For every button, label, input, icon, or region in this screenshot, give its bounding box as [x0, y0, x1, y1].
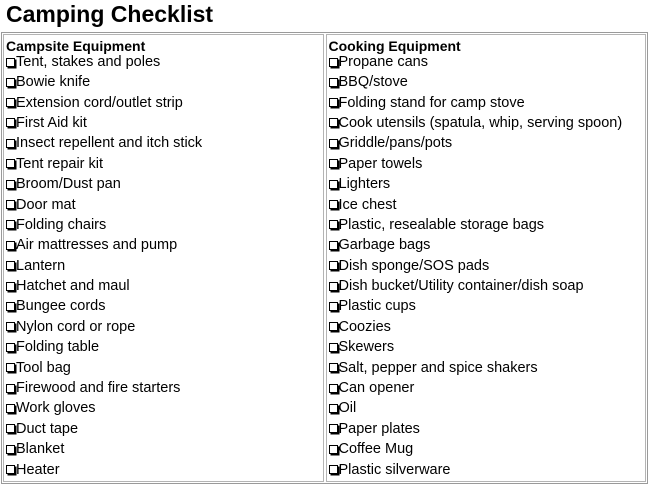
list-item [329, 439, 646, 459]
checkbox-icon[interactable] [329, 261, 338, 270]
item-label: Tent repair kit [16, 155, 104, 172]
checkbox-icon[interactable] [6, 78, 15, 87]
checkbox-icon[interactable] [329, 118, 338, 127]
checkbox-icon[interactable] [329, 58, 338, 67]
list-item [6, 459, 323, 479]
checkbox-icon[interactable] [6, 220, 15, 229]
checkbox-icon[interactable] [329, 282, 338, 291]
checkbox-icon[interactable] [6, 98, 15, 107]
checkbox-icon[interactable] [329, 139, 338, 148]
checkbox-icon[interactable] [329, 98, 338, 107]
item-label: Door mat [16, 196, 76, 213]
checkbox-icon[interactable] [329, 363, 338, 372]
item-label: Tool bag [16, 359, 71, 376]
list-item [6, 215, 323, 235]
item-label: BBQ/stove [338, 74, 408, 91]
item-label: Work gloves [16, 400, 96, 417]
item-label: Nylon cord or rope [16, 318, 136, 335]
list-item [329, 54, 646, 72]
list-item [329, 459, 646, 479]
list-item [6, 133, 323, 153]
checkbox-icon[interactable] [329, 200, 338, 209]
list-item [329, 317, 646, 337]
item-label: Can opener [338, 380, 415, 397]
list-item [6, 174, 323, 194]
column-heading: Campsite Equipment [6, 38, 146, 54]
item-label: Bungee cords [16, 298, 106, 315]
checkbox-icon[interactable] [329, 322, 338, 331]
list-item [329, 276, 646, 296]
item-label: Duct tape [16, 420, 79, 437]
checkbox-icon[interactable] [6, 241, 15, 250]
item-label: Extension cord/outlet strip [16, 94, 183, 111]
checkbox-icon[interactable] [6, 465, 15, 474]
checkbox-icon[interactable] [6, 322, 15, 331]
list-item [6, 337, 323, 357]
list-item [6, 154, 323, 174]
list-item [329, 133, 646, 153]
item-label: Coffee Mug [338, 441, 414, 458]
list-item [6, 113, 323, 133]
list-item [6, 276, 323, 296]
item-label: Blanket [16, 441, 65, 458]
checkbox-icon[interactable] [329, 445, 338, 454]
checkbox-icon[interactable] [329, 159, 338, 168]
list-item [6, 398, 323, 418]
item-label: Hatchet and maul [16, 278, 130, 295]
campsite-equipment-column [3, 34, 324, 482]
list-item [6, 296, 323, 316]
cooking-equipment-column [326, 34, 647, 482]
checkbox-icon[interactable] [6, 118, 15, 127]
checkbox-icon[interactable] [6, 159, 15, 168]
checkbox-icon[interactable] [6, 180, 15, 189]
item-label: Dish bucket/Utility container/dish soap [338, 278, 584, 295]
item-label: Folding table [16, 339, 100, 356]
checkbox-icon[interactable] [6, 261, 15, 270]
list-item [6, 194, 323, 214]
item-label: Lantern [16, 257, 66, 274]
checkbox-icon[interactable] [329, 241, 338, 250]
list-item [6, 72, 323, 92]
list-item [329, 113, 646, 133]
item-label: First Aid kit [16, 114, 87, 131]
checkbox-icon[interactable] [329, 78, 338, 87]
checklist [6, 54, 323, 480]
column-heading: Cooking Equipment [328, 38, 461, 54]
list-item [329, 215, 646, 235]
checkbox-icon[interactable] [329, 384, 338, 393]
item-label: Firewood and fire starters [16, 380, 181, 397]
checkbox-icon[interactable] [6, 363, 15, 372]
item-label: Griddle/pans/pots [338, 135, 453, 152]
item-label: Coozies [338, 318, 391, 335]
list-item [6, 317, 323, 337]
list-item [6, 92, 323, 112]
checkbox-icon[interactable] [6, 58, 15, 67]
list-item [329, 256, 646, 276]
list-item [6, 54, 323, 72]
checklist [329, 54, 646, 480]
list-item [329, 235, 646, 255]
list-item [329, 174, 646, 194]
item-label: Dish sponge/SOS pads [338, 257, 490, 274]
list-item [6, 439, 323, 459]
item-label: Folding chairs [16, 216, 107, 233]
checkbox-icon[interactable] [329, 220, 338, 229]
item-label: Insect repellent and itch stick [16, 135, 203, 152]
list-item [329, 337, 646, 357]
item-label: Skewers [338, 339, 395, 356]
item-label: Plastic silverware [338, 461, 451, 478]
checkbox-icon[interactable] [6, 139, 15, 148]
list-item [329, 398, 646, 418]
item-label: Heater [16, 461, 60, 478]
checkbox-icon[interactable] [6, 200, 15, 209]
list-item [329, 378, 646, 398]
list-item [329, 92, 646, 112]
item-label: Salt, pepper and spice shakers [338, 359, 538, 376]
list-item [329, 357, 646, 377]
checkbox-icon[interactable] [329, 424, 338, 433]
item-label: Propane cans [338, 54, 428, 70]
checkbox-icon[interactable] [6, 384, 15, 393]
checkbox-icon[interactable] [6, 445, 15, 454]
checkbox-icon[interactable] [329, 465, 338, 474]
item-label: Cook utensils (spatula, whip, serving spoon) [338, 114, 623, 131]
checkbox-icon[interactable] [6, 404, 15, 413]
list-item [6, 419, 323, 439]
checkbox-icon[interactable] [6, 302, 15, 311]
checkbox-icon[interactable] [6, 282, 15, 291]
checkbox-icon[interactable] [329, 404, 338, 413]
item-label: Tent, stakes and poles [16, 54, 161, 70]
item-label: Paper towels [338, 155, 423, 172]
checkbox-icon[interactable] [329, 343, 338, 352]
list-item [329, 154, 646, 174]
page-title: Camping Checklist [6, 1, 214, 27]
item-label: Plastic, resealable storage bags [338, 216, 545, 233]
checkbox-icon[interactable] [329, 180, 338, 189]
item-label: Plastic cups [338, 298, 416, 315]
item-label: Paper plates [338, 420, 420, 437]
list-item [6, 256, 323, 276]
checkbox-icon[interactable] [329, 302, 338, 311]
checkbox-icon[interactable] [6, 424, 15, 433]
list-item [329, 194, 646, 214]
list-item [6, 378, 323, 398]
item-label: Bowie knife [16, 74, 91, 91]
item-label: Garbage bags [338, 237, 431, 254]
list-item [6, 357, 323, 377]
checklist-table [1, 32, 648, 484]
list-item [6, 235, 323, 255]
item-label: Ice chest [338, 196, 397, 213]
item-label: Folding stand for camp stove [338, 94, 525, 111]
list-item [329, 296, 646, 316]
list-item [329, 419, 646, 439]
item-label: Lighters [338, 176, 391, 193]
checkbox-icon[interactable] [6, 343, 15, 352]
item-label: Oil [338, 400, 357, 417]
list-item [329, 72, 646, 92]
item-label: Broom/Dust pan [16, 176, 121, 193]
item-label: Air mattresses and pump [16, 237, 178, 254]
